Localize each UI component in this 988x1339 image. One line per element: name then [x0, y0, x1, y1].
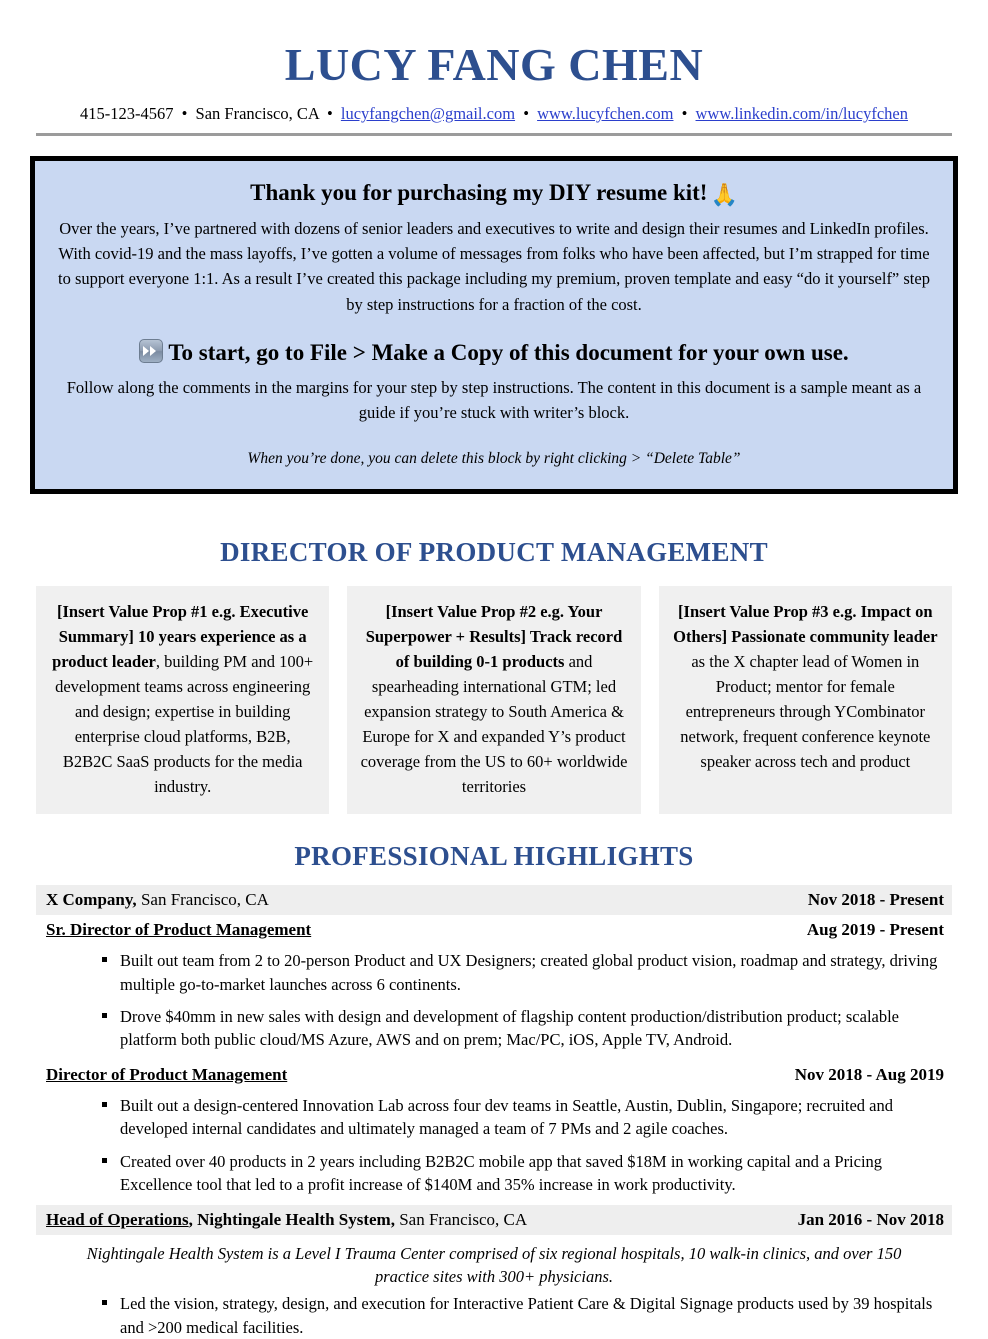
contact-linkedin-link[interactable]: www.linkedin.com/in/lucyfchen: [695, 104, 908, 123]
contact-separator-2: •: [326, 104, 333, 123]
role-bullet-list: [30, 1094, 958, 1197]
fast-forward-icon: [139, 339, 163, 363]
contact-separator-1: •: [181, 104, 188, 123]
target-role-heading: DIRECTOR OF PRODUCT MANAGEMENT: [220, 537, 768, 568]
value-prop-2: [347, 586, 640, 814]
role-title: Sr. Director of Product Management: [46, 920, 312, 940]
company-location: San Francisco, CA: [140, 890, 269, 910]
company-name: X Company,: [46, 890, 137, 910]
experience-company-left: [46, 1210, 527, 1230]
contact-separator-3: •: [523, 104, 529, 123]
professional-highlights-heading: PROFESSIONAL HIGHLIGHTS: [294, 840, 694, 871]
list-item: Created over 40 products in 2 years including B2B2C mobile app that saved $18M in working capital and a Pricing Excellence tool that led to a profit increase of $140M and 35% increase in work productivity.: [102, 1150, 958, 1197]
role-dates: Aug 2019 - Present: [806, 920, 944, 940]
company-description: Nightingale Health System is a Level I Trauma Center comprised of six regional hospitals, 10 walk-in clinics, and over 150 practice sites with 300+ physicians.: [86, 1243, 902, 1286]
value-prop-3-bold: [Insert Value Prop #3 e.g. Impact on Others] Passionate community leader: [673, 601, 938, 646]
callout-cta-text: To start, go to File > Make a Copy of this document for your own use.: [168, 339, 849, 365]
contact-website-link[interactable]: www.lucyfchen.com: [537, 104, 674, 123]
value-prop-2-rest: and spearheading international GTM; led expansion strategy to South America & Europe for X and expanded Y’s product coverage from the US to 60+ worldwide territories: [360, 652, 628, 797]
list-item: Led the vision, strategy, design, and execution for Interactive Patient Care & Digital Signage products used by 39 hospitals and >200 medical facilities.: [102, 1292, 958, 1339]
experience-company-row: [36, 885, 952, 915]
experience-role-row: [36, 915, 952, 945]
value-props-row: [36, 586, 952, 814]
callout-title: [57, 179, 931, 209]
role-title: Head of Operations: [46, 1209, 189, 1229]
page-title: LUCY FANG CHEN: [284, 39, 704, 90]
callout-body-text: Over the years, I’ve partnered with dozens of senior leaders and executives to write and design their resumes and LinkedIn profiles. With covid-19 and the mass layoffs, I’ve gotten a volume of messages from folks who have been affected, but I’m strapped for time to support everyone 1:1. As a result I’ve created this package including my premium, proven template and easy “do it yourself” step by step instructions for a fraction of the cost.: [58, 219, 930, 314]
list-item: Built out team from 2 to 20-person Product and UX Designers; created global product vision, roadmap and strategy, driving multiple go-to-market launches across 6 continents.: [102, 949, 958, 996]
role-dates: Nov 2018 - Aug 2019: [794, 1064, 944, 1084]
experience-company-row: [36, 1205, 952, 1235]
value-prop-1-bold: [Insert Value Prop #1 e.g. Executive Summary] 10 years experience as a product leader: [52, 601, 309, 672]
role-bullet-list: [30, 949, 958, 1052]
role-bullet-list: [30, 1292, 958, 1339]
company-location: San Francisco, CA: [399, 1209, 528, 1229]
company-name: , Nightingale Health System,: [188, 1209, 395, 1229]
value-prop-3: [659, 586, 952, 814]
contact-line: [30, 104, 958, 124]
praying-hands-emoji: 🙏: [710, 181, 738, 207]
contact-location: San Francisco, CA: [195, 104, 319, 123]
role-title: Director of Product Management: [46, 1064, 288, 1084]
list-item: Drove $40mm in new sales with design and development of flagship content production/distribution product; scalable platform both public cloud/MS Azure, AWS and on prem; Mac/PC, iOS, Apple TV, Android.: [102, 1005, 958, 1052]
callout-title-text: Thank you for purchasing my DIY resume kit!: [250, 179, 708, 205]
experience-role-row: [36, 1060, 952, 1090]
value-prop-2-bold: [Insert Value Prop #2 e.g. Your Superpower + Results] Track record of building 0-1 products: [365, 601, 623, 672]
header-divider: [36, 133, 952, 136]
company-dates: Nov 2018 - Present: [807, 890, 944, 910]
value-prop-3-rest: as the X chapter lead of Women in Product; mentor for female entrepreneurs through YCombinator network, frequent conference keynote speaker across tech and product: [680, 652, 931, 772]
value-prop-1-rest: , building PM and 100+ development teams across engineering and design; expertise in building enterprise cloud platforms, B2B, B2B2C SaaS products for the media industry.: [55, 652, 314, 797]
callout-delete-note: When you’re done, you can delete this block by right clicking > “Delete Table”: [247, 449, 741, 467]
callout-subtext: Follow along the comments in the margins for your step by step instructions. The content in this document is a sample meant as a guide if you’re stuck with writer’s block.: [66, 378, 922, 423]
callout-cta: [57, 339, 931, 368]
company-dates: Jan 2016 - Nov 2018: [797, 1209, 944, 1229]
experience-company-left: [46, 890, 269, 910]
contact-email-link[interactable]: lucyfangchen@gmail.com: [340, 104, 516, 123]
diy-kit-callout-box: [30, 156, 958, 494]
value-prop-1: [36, 586, 329, 814]
contact-separator-4: •: [681, 104, 688, 123]
list-item: Built out a design-centered Innovation Lab across four dev teams in Seattle, Austin, Dublin, Singapore; recruited and developed internal candidates and ultimately managed a team of 7 PMs and 2 agile coaches.: [102, 1094, 958, 1141]
contact-phone: 415-123-4567: [80, 104, 174, 123]
